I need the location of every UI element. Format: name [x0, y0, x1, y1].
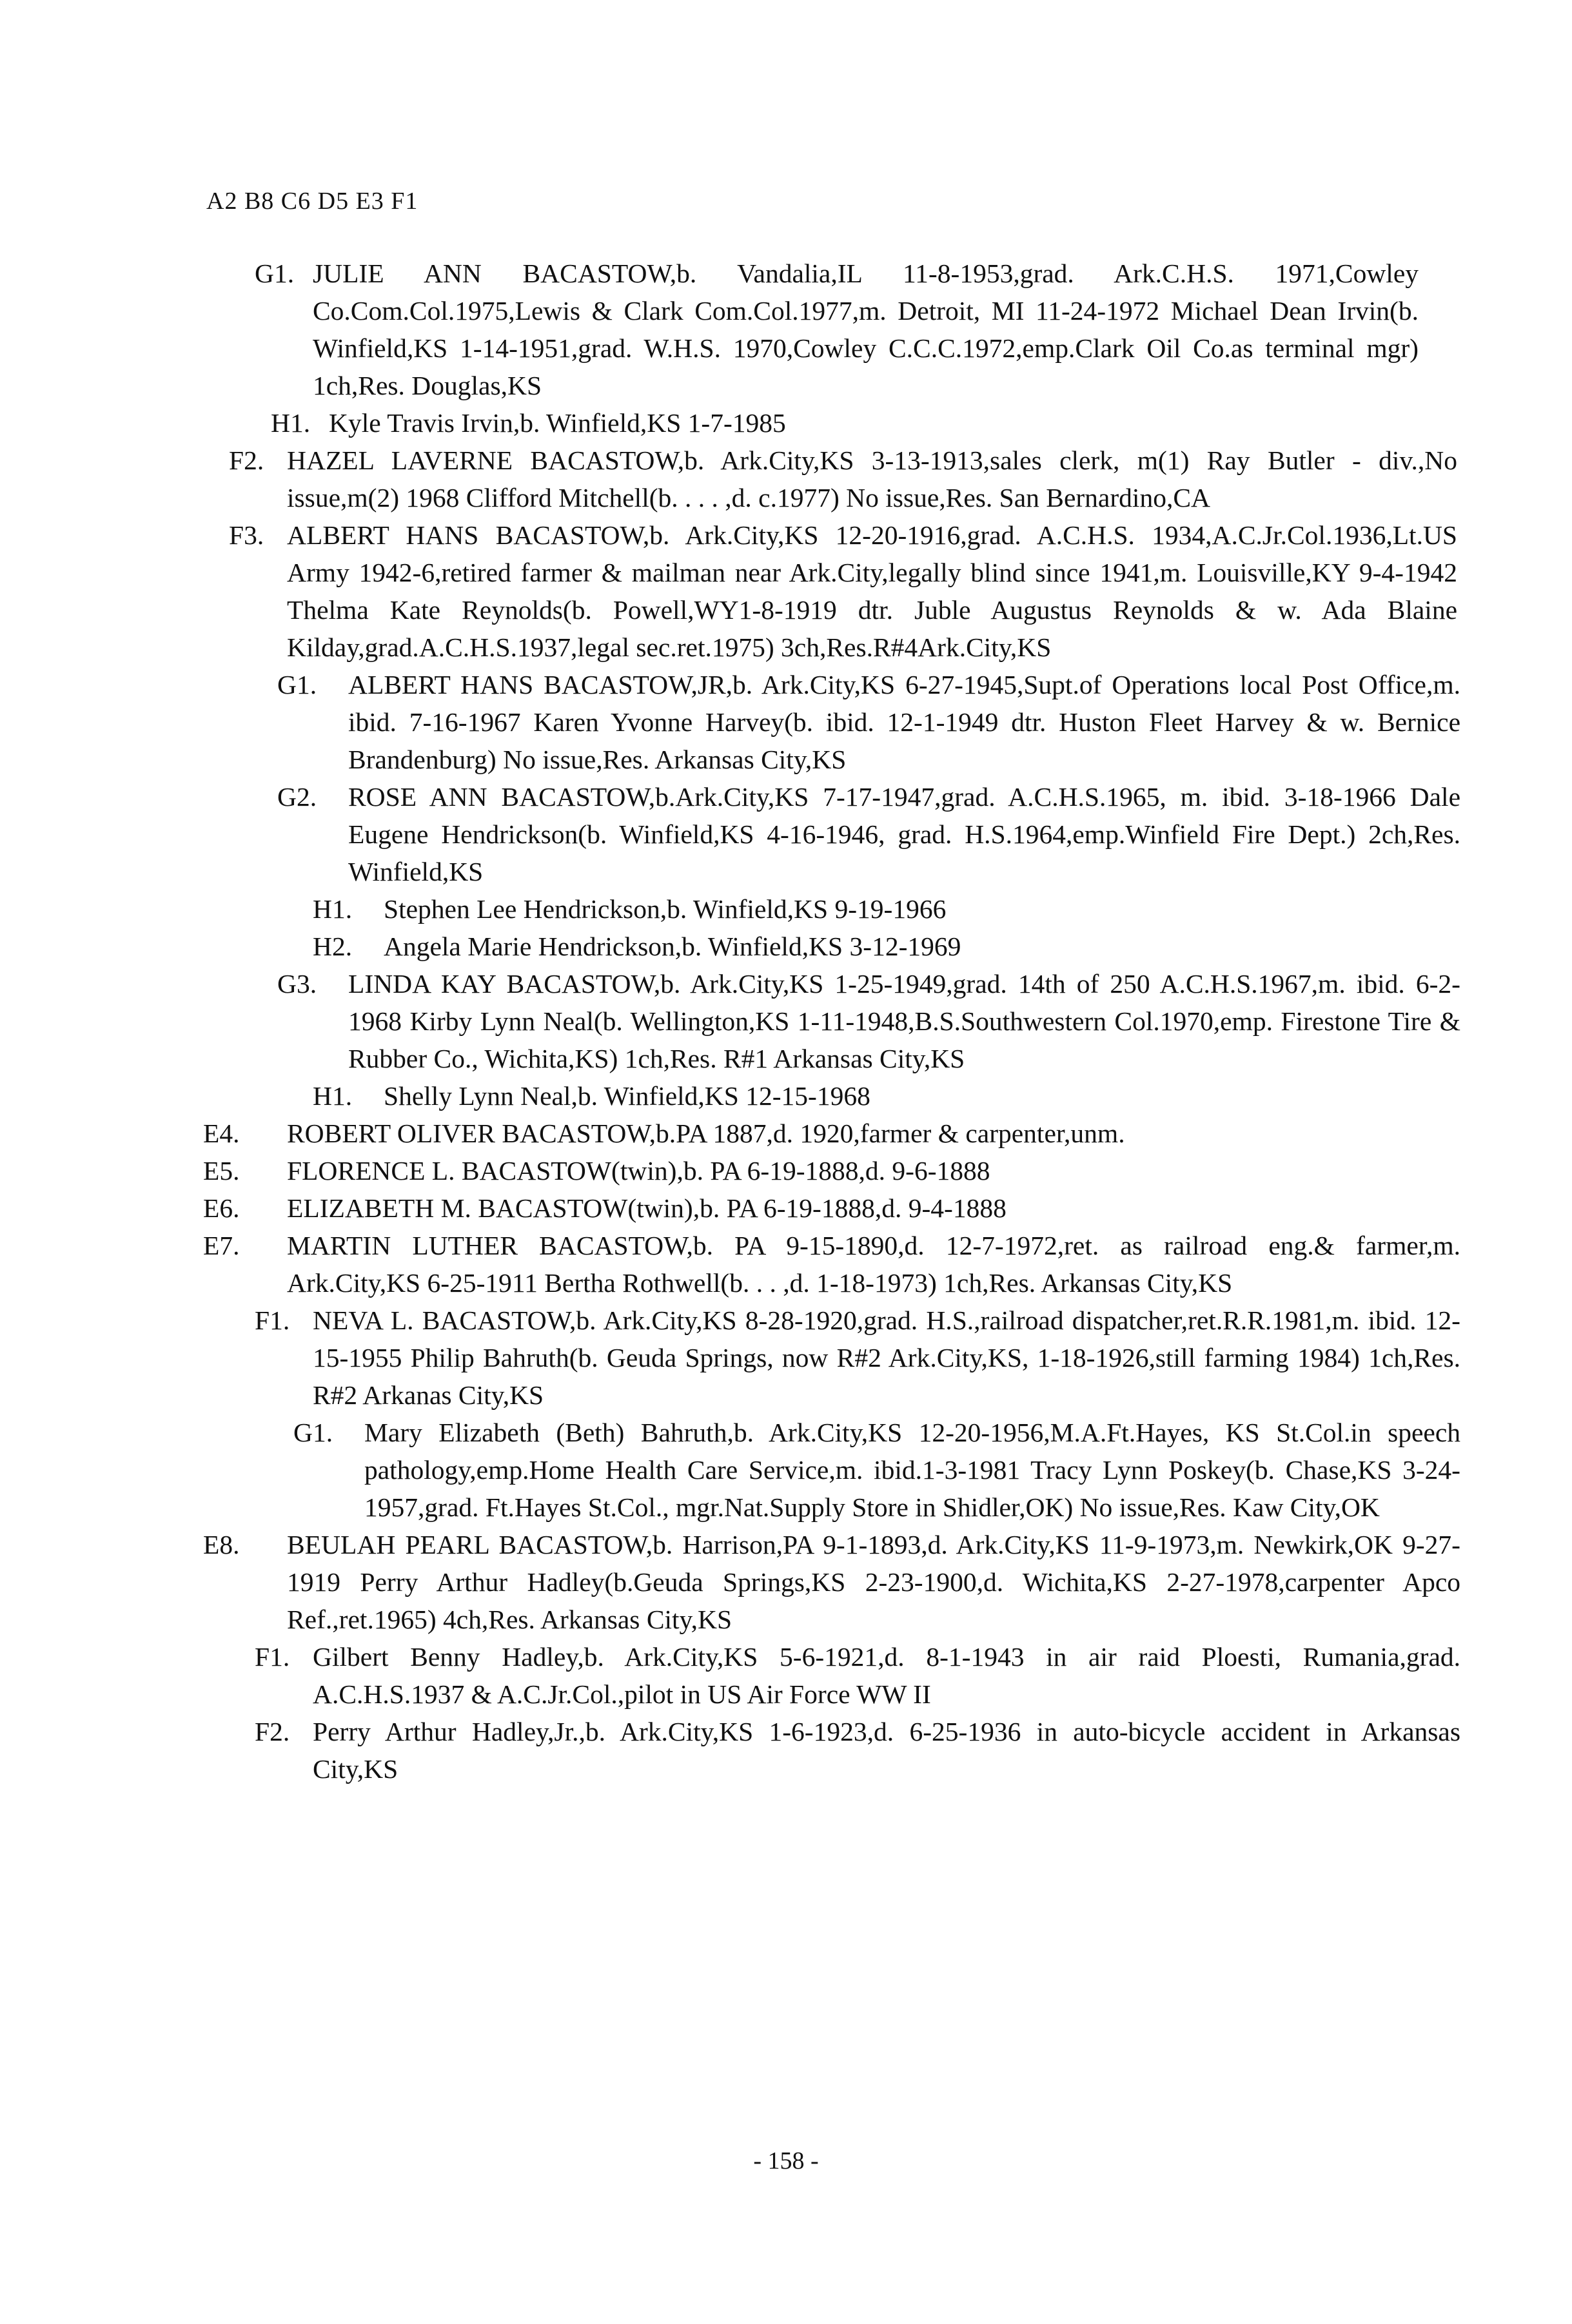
entry-text: FLORENCE L. BACASTOW(twin),b. PA 6-19-1888,d. 9-6-1888 — [287, 1156, 990, 1186]
entry-text: Stephen Lee Hendrickson,b. Winfield,KS 9-19-1966 — [384, 894, 947, 924]
entry-label: H1. — [271, 408, 311, 438]
entry-text: NEVA L. BACASTOW,b. Ark.City,KS 8-28-1920,grad. H.S.,railroad dispatcher,ret.R.R.1981,m. ibid. 12-15-1955 Philip Bahruth(b. Geuda Springs, now R#2 Ark.City,KS, 1-18-1926,still farming 1984) 1ch,Res. R#2 Arkanas City,KS — [313, 1305, 1460, 1410]
entry-text: Gilbert Benny Hadley,b. Ark.City,KS 5-6-1921,d. 8-1-1943 in air raid Ploesti, Rumania,grad. A.C.H.S.1937 & A.C.Jr.Col.,pilot in US Air Force WW II — [313, 1642, 1460, 1709]
genealogy-entry — [277, 965, 1460, 1077]
entry-text: BEULAH PEARL BACASTOW,b. Harrison,PA 9-1-1893,d. Ark.City,KS 11-9-1973,m. Newkirk,OK 9-27-1919 Perry Arthur Hadley(b.Geuda Springs,KS 2-23-1900,d. Wichita,KS 2-27-1978,carpenter Apco Ref.,ret.1965) 4ch,Res. Arkansas City,KS — [287, 1530, 1460, 1634]
entry-label: F3. — [229, 520, 264, 550]
entry-text: LINDA KAY BACASTOW,b. Ark.City,KS 1-25-1949,grad. 14th of 250 A.C.H.S.1967,m. ibid. 6-2-1968 Kirby Lynn Neal(b. Wellington,KS 1-11-1948,B.S.Southwestern Col.1970,emp. Firestone Tire & Rubber Co., Wichita,KS) 1ch,Res. R#1 Arkansas City,KS — [348, 969, 1460, 1073]
entry-label: G1. — [277, 670, 317, 699]
genealogy-entry — [203, 1115, 1460, 1152]
entry-label: E7. — [203, 1231, 240, 1260]
genealogy-entry — [229, 516, 1457, 666]
entry-label: E8. — [203, 1530, 240, 1559]
entry-label: F2. — [255, 1717, 290, 1746]
entry-text: ROSE ANN BACASTOW,b.Ark.City,KS 7-17-1947,grad. A.C.H.S.1965, m. ibid. 3-18-1966 Dale Eugene Hendrickson(b. Winfield,KS 4-16-1946, grad. H.S.1964,emp.Winfield Fire Dept.) 2ch,Res. Winfield,KS — [348, 782, 1460, 886]
genealogy-entry — [229, 442, 1457, 516]
entry-text: ELIZABETH M. BACASTOW(twin),b. PA 6-19-1888,d. 9-4-1888 — [287, 1193, 1007, 1223]
genealogy-entry — [313, 890, 1460, 928]
genealogy-entry — [271, 404, 1419, 442]
genealogy-entry — [277, 666, 1460, 778]
entry-label: G3. — [277, 969, 317, 999]
entry-text: Shelly Lynn Neal,b. Winfield,KS 12-15-1968 — [384, 1081, 870, 1111]
entry-label: H2. — [313, 932, 353, 961]
entry-label: F1. — [255, 1305, 290, 1335]
entry-text: Mary Elizabeth (Beth) Bahruth,b. Ark.City,KS 12-20-1956,M.A.Ft.Hayes, KS St.Col.in speech pathology,emp.Home Health Care Service,m. ibid.1-3-1981 Tracy Lynn Poskey(b. Chase,KS 3-24-1957,grad. Ft.Hayes St.Col., mgr.Nat.Supply Store in Shidler,OK) No issue,Res. Kaw City,OK — [364, 1418, 1460, 1522]
genealogy-entry — [255, 1713, 1460, 1788]
genealogy-entry — [255, 1302, 1460, 1414]
generation-code-header: A2 B8 C6 D5 E3 F1 — [206, 188, 418, 215]
genealogy-entry — [203, 1227, 1460, 1302]
entry-label: E6. — [203, 1193, 240, 1223]
entry-label: H1. — [313, 1081, 353, 1111]
genealogy-entry — [203, 1189, 1460, 1227]
genealogy-entry — [255, 255, 1419, 404]
entry-text: Kyle Travis Irvin,b. Winfield,KS 1-7-1985 — [329, 408, 786, 438]
entry-label: G1. — [255, 259, 295, 288]
entry-text: ALBERT HANS BACASTOW,JR,b. Ark.City,KS 6-27-1945,Supt.of Operations local Post Office,m. ibid. 7-16-1967 Karen Yvonne Harvey(b. ibid. 12-1-1949 dtr. Huston Fleet Harvey & w. Bernice Brandenburg) No issue,Res. Arkansas City,KS — [348, 670, 1460, 774]
entry-text: MARTIN LUTHER BACASTOW,b. PA 9-15-1890,d. 12-7-1972,ret. as railroad eng.& farmer,m. Ark.City,KS 6-25-1911 Bertha Rothwell(b. . . ,d. 1-18-1973) 1ch,Res. Arkansas City,KS — [287, 1231, 1460, 1298]
entry-text: JULIE ANN BACASTOW,b. Vandalia,IL 11-8-1953,grad. Ark.C.H.S. 1971,Cowley Co.Com.Col.1975,Lewis & Clark Com.Col.1977,m. Detroit, MI 11-24-1972 Michael Dean Irvin(b. Winfield,KS 1-14-1951,grad. W.H.S. 1970,Cowley C.C.C.1972,emp.Clark Oil Co.as terminal mgr) 1ch,Res. Douglas,KS — [313, 259, 1419, 400]
entry-text: HAZEL LAVERNE BACASTOW,b. Ark.City,KS 3-13-1913,sales clerk, m(1) Ray Butler - div.,No issue,m(2) 1968 Clifford Mitchell(b. . . . ,d. c.1977) No issue,Res. San Bernardino,CA — [287, 445, 1457, 513]
entry-label: G1. — [293, 1418, 333, 1447]
genealogy-entry — [203, 1152, 1460, 1189]
genealogy-entry — [293, 1414, 1460, 1526]
entry-label: G2. — [277, 782, 317, 812]
entry-label: H1. — [313, 894, 353, 924]
entry-label: E4. — [203, 1118, 240, 1148]
page-number: - 158 - — [753, 2147, 819, 2174]
genealogy-entry — [255, 1638, 1460, 1713]
entry-text: ALBERT HANS BACASTOW,b. Ark.City,KS 12-20-1916,grad. A.C.H.S. 1934,A.C.Jr.Col.1936,Lt.US Army 1942-6,retired farmer & mailman near Ark.City,legally blind since 1941,m. Louisville,KY 9-4-1942 Thelma Kate Reynolds(b. Powell,WY1-8-1919 dtr. Juble Augustus Reynolds & w. Ada Blaine Kilday,grad.A.C.H.S.1937,legal sec.ret.1975) 3ch,Res.R#4Ark.City,KS — [287, 520, 1457, 662]
genealogy-entries — [0, 255, 1572, 1788]
genealogy-entry — [313, 928, 1460, 965]
entry-label: F1. — [255, 1642, 290, 1672]
entry-text: ROBERT OLIVER BACASTOW,b.PA 1887,d. 1920,farmer & carpenter,unm. — [287, 1118, 1125, 1148]
entry-text: Angela Marie Hendrickson,b. Winfield,KS 3-12-1969 — [384, 932, 961, 961]
entry-text: Perry Arthur Hadley,Jr.,b. Ark.City,KS 1-6-1923,d. 6-25-1936 in auto-bicycle accident in Arkansas City,KS — [313, 1717, 1460, 1784]
genealogy-entry — [277, 778, 1460, 890]
genealogy-entry — [203, 1526, 1460, 1638]
entry-label: E5. — [203, 1156, 240, 1186]
genealogy-entry — [313, 1077, 1460, 1115]
entry-label: F2. — [229, 445, 264, 475]
